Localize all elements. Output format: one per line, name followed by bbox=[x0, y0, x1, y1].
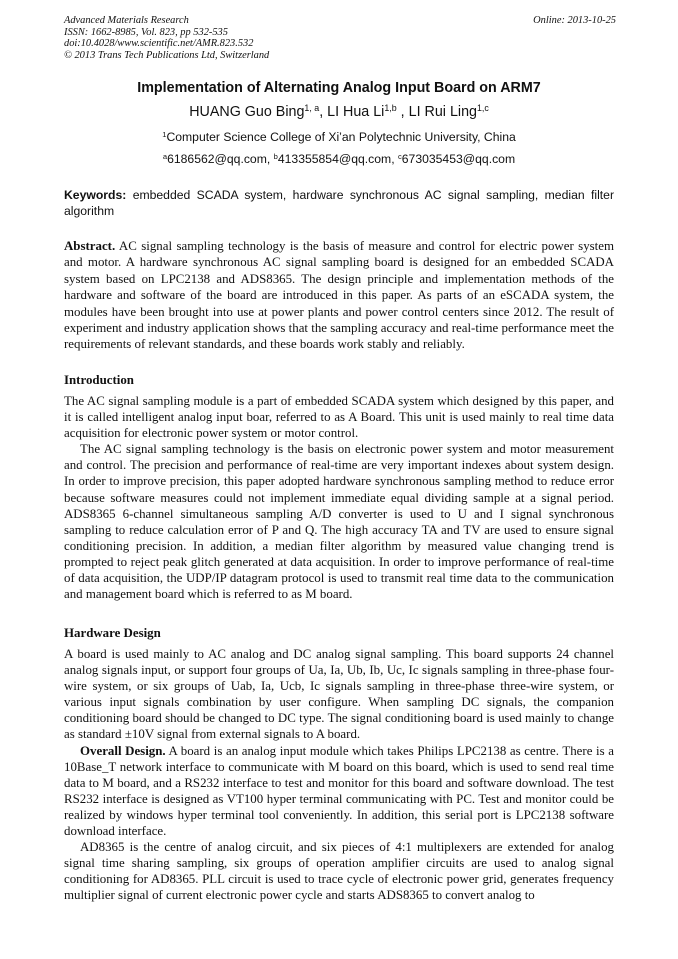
email-superscript: b bbox=[273, 151, 278, 161]
copyright-line: © 2013 Trans Tech Publications Ltd, Switzerland bbox=[64, 49, 270, 61]
paragraph-text: A board is an analog input module which takes Philips LPC2138 as centre. There is a 10Base_T network interface to communicate with M board on this board, which is used to send real time data to M board, and a RS232 interface to test and monitor for this board and software download. The test RS232 interface is designed as VT100 hyper terminal communicating with PC. Test and monitor could be realized by windows hyper terminal tool conveniently. In addition, this serial port is LPC2138 software download interface. bbox=[64, 743, 614, 839]
hardware-design-body bbox=[64, 646, 614, 904]
paragraph: The AC signal sampling technology is the basis on electronic power system and motor measurement and control. The precision and performance of real-time are very important indexes about system design. In order to improve precision, this paper adopted hardware synchronous sampling method to reduce error because software measures could not implement immediate equal dividing sample at a signal period. ADS8365 6-channel simultaneous sampling A/D converter is used to U and I signal synchronous sampling to reduce calculation error of P and Q. The high accuracy TA and TV are used to ensure signal conditioning precision. In addition, a median filter algorithm by measured value changing trend is prompted to reject peak glitch generated at data acquisition. In order to improve performance of real-time of data acquisition, the UDP/IP datagram protocol is used to transmit real time data to the communication and management board which is referred to as M board. bbox=[64, 442, 614, 602]
email-list: $^a$6186562@qq.com, $^b$413355854@qq.com, $^c$673035453@qq.com bbox=[162, 151, 516, 166]
paragraph: A board is used mainly to AC analog and DC analog signal sampling. This board supports 24 channel analog signals input, or support four groups of Ua, Ia, Ub, Ib, Uc, Ic signals sampling in three-phase four-wire system, or six groups of Uab, Ia, Ucb, Ic signals sampling in three-phase three-wire system, or various input signals combination by user configure. When sampling DC signals, the companion conditioning board should be changed to DC type. The signal conditioning board is used mainly to change as standard ±10V signal from external signals to A board. bbox=[64, 647, 614, 742]
author-name: LI Hua Li bbox=[327, 104, 385, 120]
section-heading-hardware-design: Hardware Design bbox=[64, 626, 161, 640]
author-name: LI Rui Ling bbox=[408, 104, 477, 120]
abstract-section bbox=[64, 238, 614, 353]
subsection-label: Overall Design. bbox=[80, 743, 166, 758]
online-date: Online: 2013-10-25 bbox=[533, 15, 616, 26]
section-heading-introduction: Introduction bbox=[64, 373, 134, 387]
affiliation-superscript: 1 bbox=[162, 129, 167, 139]
keywords-section bbox=[64, 187, 614, 219]
email-address[interactable]: 6186562@qq.com bbox=[167, 152, 267, 166]
email-address[interactable]: 673035453@qq.com bbox=[401, 152, 516, 166]
affiliation bbox=[0, 130, 678, 144]
author-separator: , bbox=[319, 104, 328, 120]
email-address[interactable]: 413355854@qq.com bbox=[277, 152, 392, 166]
email-superscript: c bbox=[397, 151, 402, 161]
affiliation-text: Computer Science College of Xi’an Polytechnic University, China bbox=[166, 130, 516, 144]
paragraph: The AC signal sampling module is a part of embedded SCADA system which designed by this paper, and it is called intelligent analog input boar, referred to as A Board. This unit is used mainly to real time data acquisition for electronic power system or motor control. bbox=[64, 394, 614, 441]
keywords-text: embedded SCADA system, hardware synchronous AC signal sampling, median filter algorithm bbox=[64, 188, 615, 218]
paragraph bbox=[64, 743, 614, 840]
journal-name: Advanced Materials Research bbox=[64, 15, 189, 26]
author-superscript: 1,b bbox=[384, 103, 397, 114]
paragraph: AD8365 is the centre of analog circuit, and six pieces of 4:1 multiplexers are extended for analog signal time sharing sampling, six groups of operation amplifier circuits are used to analog signal conditioning for AD8365. PLL circuit is used to trace cycle of electronic power grid, generates frequency multiplier signal of current electronic power cycle and starts ADS8365 to convert analog to bbox=[64, 840, 614, 903]
email-superscript: a bbox=[162, 151, 168, 161]
issn-line: ISSN: 1662-8985, Vol. 823, pp 532-535 bbox=[64, 26, 228, 38]
journal-metadata bbox=[64, 15, 269, 61]
author-list bbox=[0, 104, 678, 120]
paper-title: Implementation of Alternating Analog Input Board on ARM7 bbox=[137, 80, 541, 96]
author-separator: , bbox=[396, 104, 409, 120]
doi-line: doi:10.4028/www.scientific.net/AMR.823.532 bbox=[64, 38, 254, 50]
abstract-text: AC signal sampling technology is the basis of measure and control for electric power system and motor. A hardware synchronous AC signal sampling board is designed for an embedded SCADA system based on LPC2138 and ADS8365. The design principle and implementation methods of the hardware and software of the board are introduced in this paper. As parts of an eSCADA system, the modules have been brought into use at power plants and power control centers since 2012. The result of experiment and industry application shows that the sampling accuracy and real-time performance meet the requirements of relevant standards, and these boards work stably and reliably. bbox=[64, 239, 614, 352]
keywords-label: Keywords: bbox=[64, 188, 127, 202]
introduction-body bbox=[64, 393, 614, 602]
author-superscript: 1,c bbox=[476, 103, 489, 114]
abstract-label: Abstract. bbox=[64, 239, 116, 253]
author-name: HUANG Guo Bing bbox=[189, 104, 305, 120]
author-superscript: 1, a bbox=[304, 103, 320, 114]
